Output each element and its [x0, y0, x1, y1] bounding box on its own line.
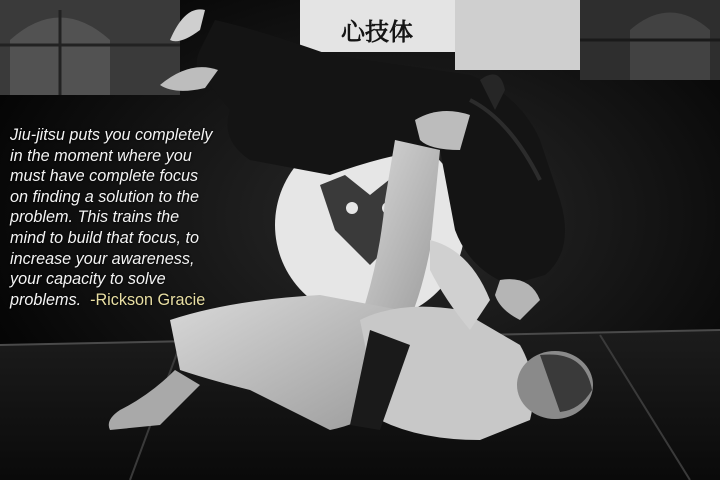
wall-panel [455, 0, 580, 70]
quote-line: your capacity to solve [10, 270, 166, 289]
quote-last-words: problems. [10, 290, 82, 309]
banner-calligraphy: 心技体 [341, 18, 413, 46]
quote-line: mind to build that focus, to [10, 228, 199, 247]
quote-text [10, 125, 250, 310]
quote-line-last [10, 290, 250, 311]
quote-line: on finding a solution to the [10, 187, 199, 206]
quote-line: increase your awareness, [10, 249, 195, 268]
quote-attribution: -Rickson Gracie [90, 290, 206, 309]
quote-line: problem. This trains the [10, 208, 180, 227]
quote-line: Jiu-jitsu puts you completely [10, 126, 213, 144]
quote-line: must have complete focus [10, 167, 199, 186]
quote-line: in the moment where you [10, 146, 192, 165]
